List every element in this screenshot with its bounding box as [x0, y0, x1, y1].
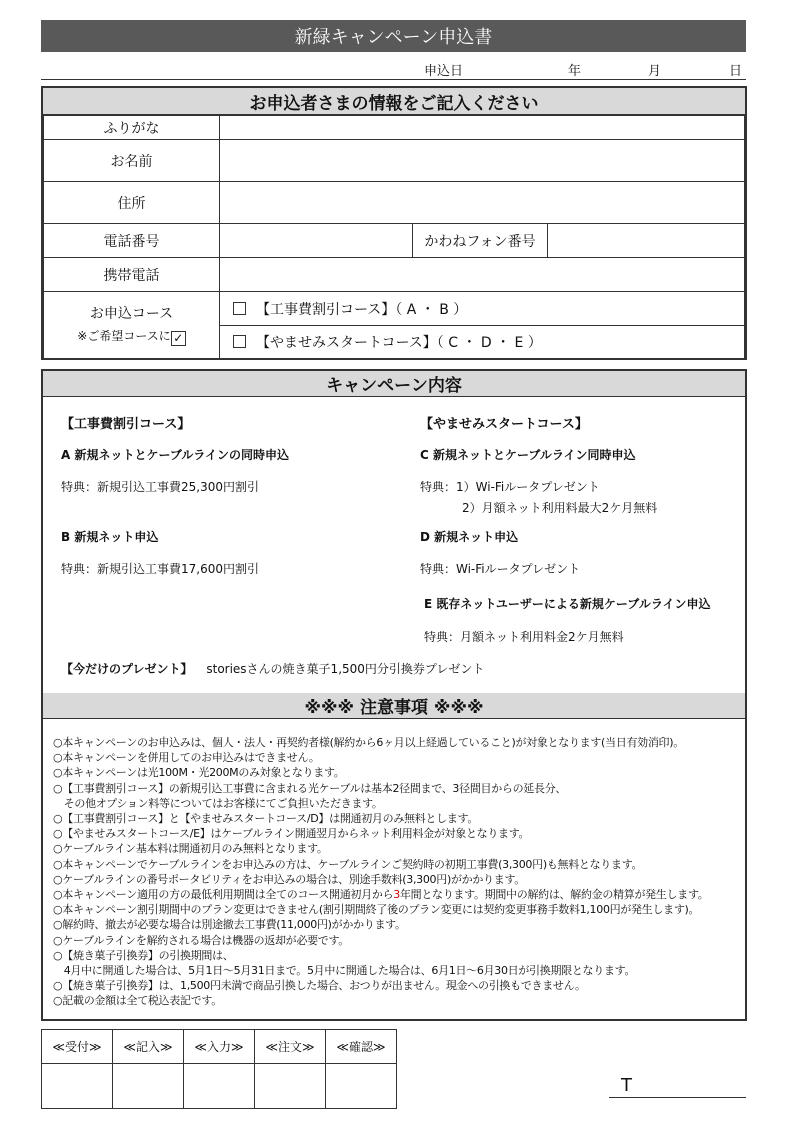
- kawane-phone-field[interactable]: [548, 224, 745, 258]
- course-option-1[interactable]: [220, 292, 745, 326]
- corner-mark: T: [621, 1075, 632, 1096]
- date-day: 日: [729, 64, 743, 79]
- stamp-order-cell[interactable]: [255, 1064, 326, 1109]
- note-item: ○本キャンペーンでケーブルラインをお申込みの方は、ケーブルラインご契約時の初期工事費(3,300円)も無料となります。: [53, 857, 643, 871]
- date-year: 年: [568, 64, 582, 79]
- note-min-pre: ○本キャンペーン適用の方の最低利用期間は全てのコース開通初月から: [53, 888, 394, 902]
- course-c-benefit-2: 2）月額ネット利用料最大2ケ月無料: [462, 501, 658, 515]
- name-label: お名前: [44, 140, 220, 182]
- course-option-1-label: 【工事費割引コース】（ A ・ B ）: [256, 301, 468, 318]
- note-item: その他オプション料等についてはお客様にてご負担いただきます。: [53, 796, 383, 810]
- course-b-title: B 新規ネット申込: [61, 530, 159, 544]
- address-label: 住所: [44, 182, 220, 224]
- course-e-title: E 既存ネットユーザーによる新規ケーブルライン申込: [424, 597, 711, 611]
- date-label: 申込日: [424, 64, 464, 79]
- stamp-received-label: ≪受付≫: [42, 1030, 113, 1064]
- stamp-received-cell[interactable]: [42, 1064, 113, 1109]
- furigana-label: ふりがな: [44, 116, 220, 140]
- course-a-benefit: 特典：新規引込工事費25,300円割引: [61, 480, 259, 494]
- applicant-header: お申込者さまの情報をご記入ください: [43, 88, 745, 115]
- stamp-input-cell[interactable]: [184, 1064, 255, 1109]
- stamp-order-label: ≪注文≫: [255, 1030, 326, 1064]
- course-d-title: D 新規ネット申込: [420, 530, 519, 544]
- note-min-post: 年間となります。期間中の解約は、解約金の精算が発生します。: [399, 888, 709, 902]
- kawane-phone-label: かわねフォン番号: [413, 224, 548, 258]
- course-e-benefit: 特典：月額ネット利用料金2ケ月無料: [424, 630, 624, 644]
- campaign-header: キャンペーン内容: [43, 371, 745, 397]
- phone-label: 電話番号: [44, 224, 220, 258]
- note-item: ○ケーブルライン基本料は開通初月のみ無料となります。: [53, 842, 328, 856]
- course-option-2[interactable]: [220, 326, 745, 359]
- note-item: ○【工事費割引コース】と【やませみスタートコース/D】は開通初月のみ無料とします。: [53, 812, 479, 826]
- course-note: [44, 325, 219, 347]
- applicant-section: [41, 86, 747, 360]
- furigana-field[interactable]: [220, 116, 745, 140]
- left-course-title: 【工事費割引コース】: [61, 417, 191, 432]
- stamp-entry-cell[interactable]: [113, 1064, 184, 1109]
- checkbox-option-2[interactable]: [233, 335, 246, 348]
- application-date: [41, 55, 746, 80]
- course-d-benefit: 特典：Wi-Fiルータプレゼント: [420, 562, 581, 576]
- campaign-content: [43, 397, 745, 693]
- note-item: ○ケーブルラインを解約される場合は機器の返却が必要です。: [53, 933, 349, 947]
- stamp-input-label: ≪入力≫: [184, 1030, 255, 1064]
- phone-field[interactable]: [220, 224, 413, 258]
- note-item: 4月中に開通した場合は、5月1日～5月31日まで。5月中に開通した場合は、6月1日～6月30日が引換期限となります。: [53, 964, 636, 978]
- check-mark-icon: ✓: [171, 331, 186, 346]
- notes-header: ※※※ 注意事項 ※※※: [43, 693, 745, 719]
- note-item: ○本キャンペーン割引期間中のプラン変更はできません(割引期間終了後のプラン変更には契約変更事務手数料1,100円が発生します)。: [53, 903, 700, 917]
- course-c-benefit-1: 特典：1）Wi-Fiルータプレゼント: [420, 480, 600, 494]
- course-note-text: ※ご希望コースに: [77, 329, 171, 343]
- right-course-title: 【やませみスタートコース】: [420, 417, 588, 432]
- notes-body: [43, 719, 745, 1019]
- note-item: ○本キャンペーンを併用してのお申込みはできません。: [53, 751, 320, 765]
- stamp-confirm-label: ≪確認≫: [326, 1030, 397, 1064]
- course-label: お申込コース: [89, 306, 174, 322]
- address-field[interactable]: [220, 182, 745, 224]
- course-b-benefit: 特典：新規引込工事費17,600円割引: [61, 562, 259, 576]
- note-min-years: 3: [393, 888, 400, 902]
- mobile-field[interactable]: [220, 258, 745, 292]
- note-item: ○解約時、撤去が必要な場合は別途撤去工事費(11,000円)がかかります。: [53, 918, 406, 932]
- note-item: ○ケーブルラインの番号ポータビリティをお申込みの場合は、別途手数料(3,300円)がかかります。: [53, 872, 525, 886]
- campaign-section: [41, 369, 747, 1021]
- stamp-entry-label: ≪記入≫: [113, 1030, 184, 1064]
- name-field[interactable]: [220, 140, 745, 182]
- note-item: ○記載の金額は全て税込表記です。: [53, 994, 222, 1008]
- corner-field: [609, 1075, 746, 1098]
- course-option-2-label: 【やませみスタートコース】（ C ・ D ・ E ）: [256, 335, 542, 351]
- present-text: storiesさんの焼き菓子1,500円分引換券プレゼント: [206, 662, 485, 676]
- stamp-confirm-cell[interactable]: [326, 1064, 397, 1109]
- note-item: ○本キャンペーンのお申込みは、個人・法人・再契約者様(解約から6ヶ月以上経過していること)が対象となります(当日有効消印)。: [53, 736, 684, 749]
- note-item: ○【工事費割引コース】の新規引込工事費に含まれる光ケーブルは基本2径間まで、3径間目からの延長分、: [53, 781, 567, 795]
- course-label-cell: [44, 292, 220, 359]
- applicant-table: [43, 115, 745, 359]
- stamp-table: [41, 1029, 397, 1109]
- course-a-title: A 新規ネットとケーブルラインの同時申込: [61, 448, 290, 462]
- present-label: 【今だけのプレゼント】: [61, 662, 193, 676]
- note-item: ○【やませみスタートコース/E】はケーブルライン開通翌月からネット利用料金が対象となります。: [53, 827, 530, 841]
- notes-list: [53, 735, 708, 1009]
- form-title: 新緑キャンペーン申込書: [41, 20, 746, 52]
- note-item: ○本キャンペーンは光100M・光200Mのみ対象となります。: [53, 766, 345, 780]
- present-line: [61, 660, 484, 677]
- note-item-minimum-period: [53, 887, 708, 902]
- checkbox-option-1[interactable]: [233, 302, 246, 315]
- note-item: ○【焼き菓子引換券】の引換期間は、: [53, 948, 234, 962]
- date-month: 月: [648, 64, 662, 79]
- course-c-title: C 新規ネットとケーブルライン同時申込: [420, 448, 636, 462]
- note-item: ○【焼き菓子引換券】は、1,500円未満で商品引換した場合、おつりが出ません。現金への引換もできません。: [53, 979, 586, 993]
- mobile-label: 携帯電話: [44, 258, 220, 292]
